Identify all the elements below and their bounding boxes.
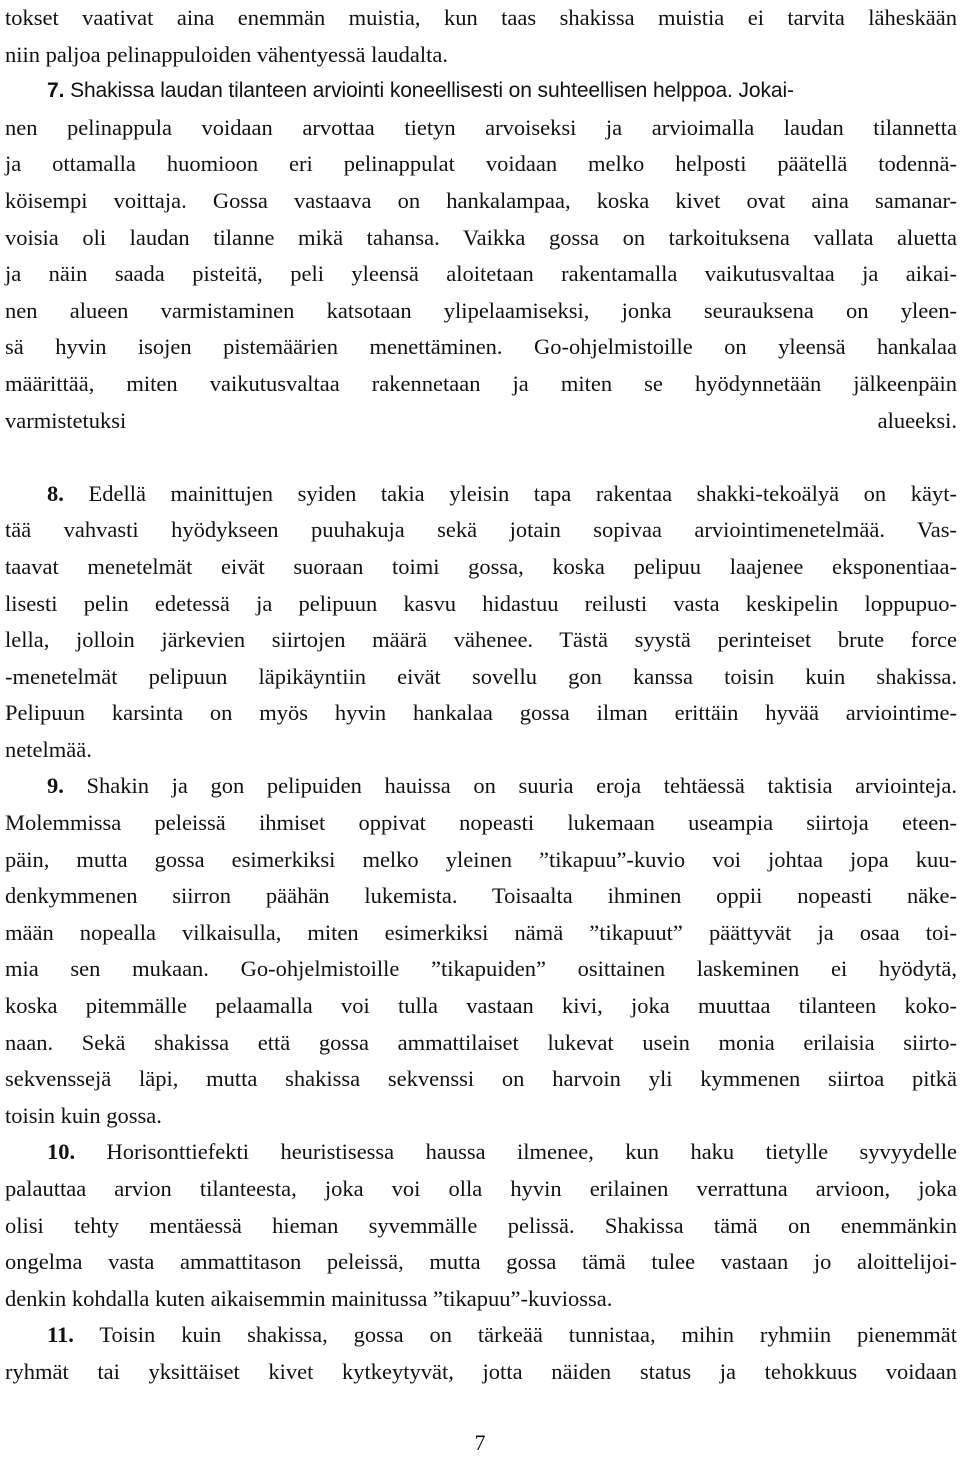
text-line: köisempi voittaja. Gossa vastaava on hankalampaa, koska kivet ovat aina samanar- <box>5 187 957 213</box>
text-line: varmistetuksi alueeksi. <box>5 407 957 433</box>
list-item-11-first-line <box>5 1317 957 1354</box>
text-line: mia sen mukaan. Go-ohjelmistoille ”tikapuiden” osittainen laskeminen ei hyödytä, <box>5 956 957 982</box>
text-line: voisia oli laudan tilanne mikä tahansa. Vaikka gossa on tarkoituksena vallata aluetta <box>5 224 957 250</box>
document-body <box>5 0 957 1391</box>
text-line: denkin kohdalla kuten aikaisemmin mainitussa ”tikapuu”-kuviossa. <box>5 1285 613 1311</box>
text-line: netelmää. <box>5 736 92 762</box>
list-item-7-first-line <box>5 73 957 110</box>
item-number: 8. <box>47 480 64 506</box>
text-line: Shakin ja gon pelipuiden hauissa on suuria eroja tehtäessä taktisia arviointeja. <box>63 773 957 799</box>
text-line: Shakissa laudan tilanteen arviointi koneellisesti on suhteellisen helppoa. Jokai- <box>64 79 794 103</box>
text-line: toisin kuin gossa. <box>5 1102 162 1128</box>
text-line: tää vahvasti hyödykseen puuhakuja sekä jotain sopivaa arviointimenetelmää. Vas- <box>5 517 957 543</box>
text-line: Toisin kuin shakissa, gossa on tärkeää tunnistaa, mihin ryhmiin pienemmät <box>73 1322 957 1348</box>
text-line: Molemmissa peleissä ihmiset oppivat nopeasti lukemaan useampia siirtoja eteen- <box>5 810 957 836</box>
list-item-9-first-line <box>5 768 957 805</box>
text-line: koska pitemmälle pelaamalla voi tulla vastaan kivi, joka muuttaa tilanteen koko- <box>5 993 957 1019</box>
text-line: ja näin saada pisteitä, peli yleensä aloitetaan rakentamalla vaikutusvaltaa ja aikai- <box>5 261 957 287</box>
text-line: ryhmät tai yksittäiset kivet kytkeytyvät, jotta näiden status ja tehokkuus voidaan <box>5 1358 957 1384</box>
text-line: Edellä mainittujen syiden takia yleisin tapa rakentaa shakki-tekoälyä on käyt- <box>63 480 957 506</box>
text-line: ja ottamalla huomioon eri pelinappulat voidaan melko helposti päätellä todennä- <box>5 151 957 177</box>
text-line: olisi tehty mentäessä hieman syvemmälle pelissä. Shakissa tämä on enemmänkin <box>5 1212 957 1238</box>
text-line: päin, mutta gossa esimerkiksi melko yleinen ”tikapuu”-kuvio voi johtaa jopa kuu- <box>5 846 957 872</box>
text-line: nen alueen varmistaminen katsotaan ylipelaamiseksi, jonka seurauksena on yleen- <box>5 297 957 323</box>
text-line: Pelipuun karsinta on myös hyvin hankalaa gossa ilman erittäin hyvää arviointime- <box>5 700 957 726</box>
text-line: lella, jolloin järkevien siirtojen määrä vähenee. Tästä syystä perinteiset brute force <box>5 627 957 653</box>
item-number: 11. <box>47 1322 74 1348</box>
text-line: niin paljoa pelinappuloiden vähentyessä laudalta. <box>5 41 448 67</box>
text-line <box>5 439 957 476</box>
text-line: tokset vaativat aina enemmän muistia, kun taas shakissa muistia ei tarvita läheskään <box>5 5 957 30</box>
list-item-10-first-line <box>5 1134 957 1171</box>
text-line: denkymmenen siirron päähän lukemista. Toisaalta ihminen oppii nopeasti näke- <box>5 883 957 909</box>
text-line: määrittää, miten vaikutusvaltaa rakennetaan ja miten se hyödynnetään jälkeenpäin <box>5 370 957 396</box>
text-line: nen pelinappula voidaan arvottaa tietyn arvoiseksi ja arvioimalla laudan tilannetta <box>5 114 957 140</box>
text-line: sä hyvin isojen pistemäärien menettäminen. Go-ohjelmistoille on yleensä hankalaa <box>5 334 957 360</box>
text-line: mään nopealla vilkaisulla, miten esimerkiksi nämä ”tikapuut” päättyvät ja osaa toi- <box>5 919 957 945</box>
text-line: taavat menetelmät eivät suoraan toimi gossa, koska pelipuu laajenee eksponentiaa- <box>5 553 957 579</box>
item-number: 9. <box>47 773 64 799</box>
item-number: 7. <box>47 79 65 103</box>
text-line: -menetelmät pelipuun läpikäyntiin eivät sovellu gon kanssa toisin kuin shakissa. <box>5 663 957 689</box>
page-number: 7 <box>474 1430 486 1455</box>
text-line: sekvenssejä läpi, mutta shakissa sekvenssi on harvoin yli kymmenen siirtoa pitkä <box>5 1066 957 1092</box>
text-line: palauttaa arvion tilanteesta, joka voi olla hyvin erilainen verrattuna arvioon, joka <box>5 1176 957 1201</box>
text-line: naan. Sekä shakissa että gossa ammattilaiset lukevat usein monia erilaisia siirto- <box>5 1029 957 1055</box>
list-item-8-first-line <box>5 476 957 513</box>
text-line: lisesti pelin edetessä ja pelipuun kasvu hidastuu reilusti vasta keskipelin loppupuo- <box>5 590 957 616</box>
item-number: 10. <box>47 1139 76 1165</box>
text-line: Horisonttiefekti heuristisessa haussa ilmenee, kun haku tietylle syvyydelle <box>75 1139 957 1165</box>
text-line: ongelma vasta ammattitason peleissä, mutta gossa tämä tulee vastaan jo aloittelijoi- <box>5 1249 957 1275</box>
